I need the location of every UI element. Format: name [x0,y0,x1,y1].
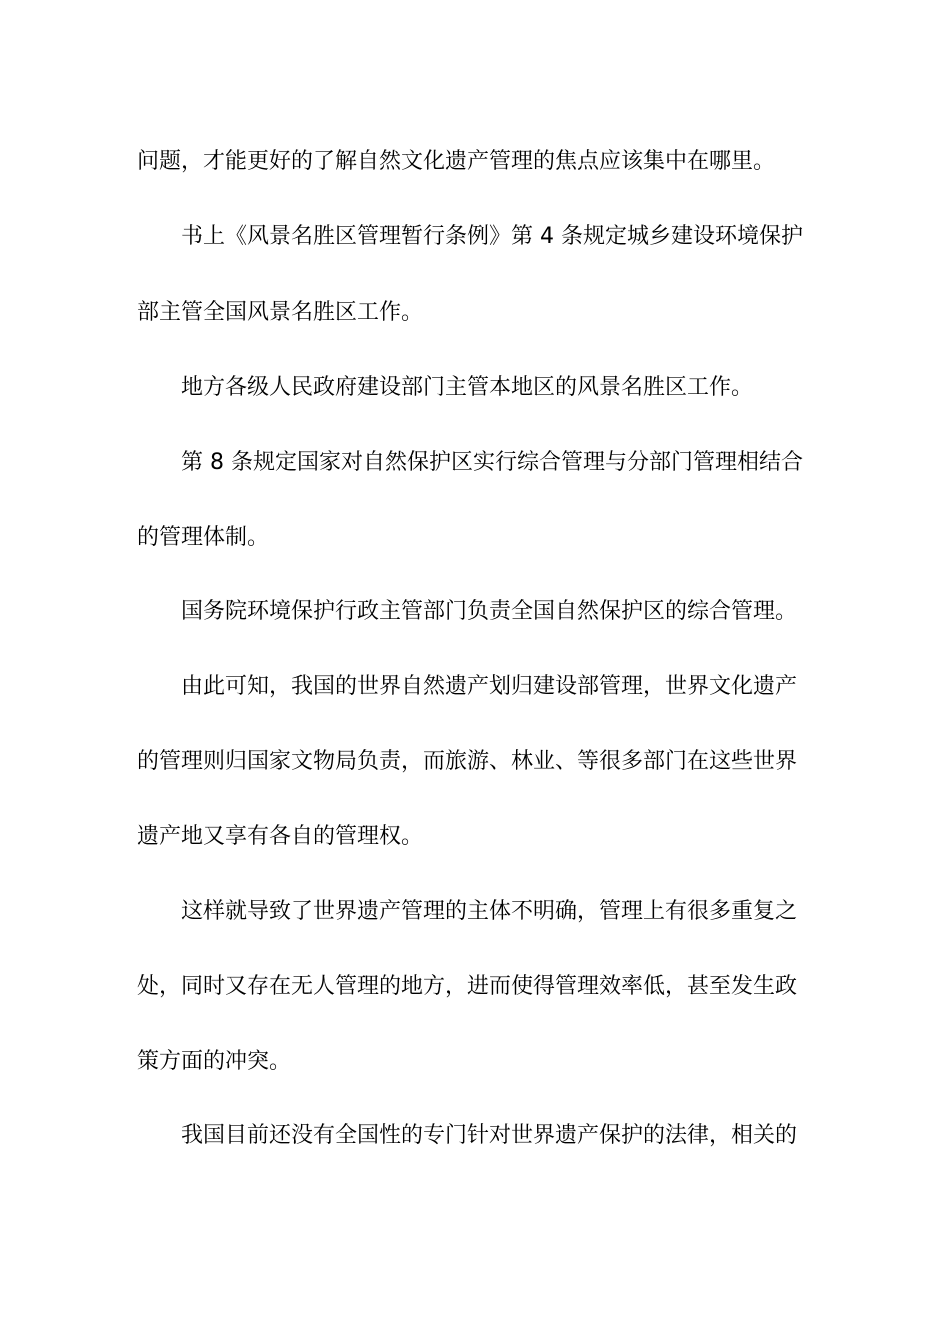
text-line-1: 问题，才能更好的了解自然文化遗产管理的焦点应该集中在哪里。 [137,149,776,174]
text-line-14: 我国目前还没有全国性的专门针对世界遗产保护的法律，相关的 [181,1123,798,1148]
text-line-4: 地方各级人民政府建设部门主管本地区的风景名胜区工作。 [181,375,754,400]
text-line-11: 这样就导致了世界遗产管理的主体不明确，管理上有很多重复之 [181,899,798,924]
text-line-2: 书上《风景名胜区管理暂行条例》第 4 条规定城乡建设环境保护 [181,224,803,249]
text-line-5: 第 8 条规定国家对自然保护区实行综合管理与分部门管理相结合 [181,450,803,475]
text-line-12: 处，同时又存在无人管理的地方，进而使得管理效率低，甚至发生政 [137,974,798,999]
text-line-13: 策方面的冲突。 [137,1049,292,1074]
text-line-3: 部主管全国风景名胜区工作。 [137,300,424,325]
text-line-7: 国务院环境保护行政主管部门负责全国自然保护区的综合管理。 [181,599,798,624]
text-line-6: 的管理体制。 [137,525,270,550]
text-line-10: 遗产地又享有各自的管理权。 [137,824,424,849]
text-line-8: 由此可知，我国的世界自然遗产划归建设部管理，世界文化遗产 [181,674,798,699]
text-line-9: 的管理则归国家文物局负责，而旅游、林业、等很多部门在这些世界 [137,749,798,774]
